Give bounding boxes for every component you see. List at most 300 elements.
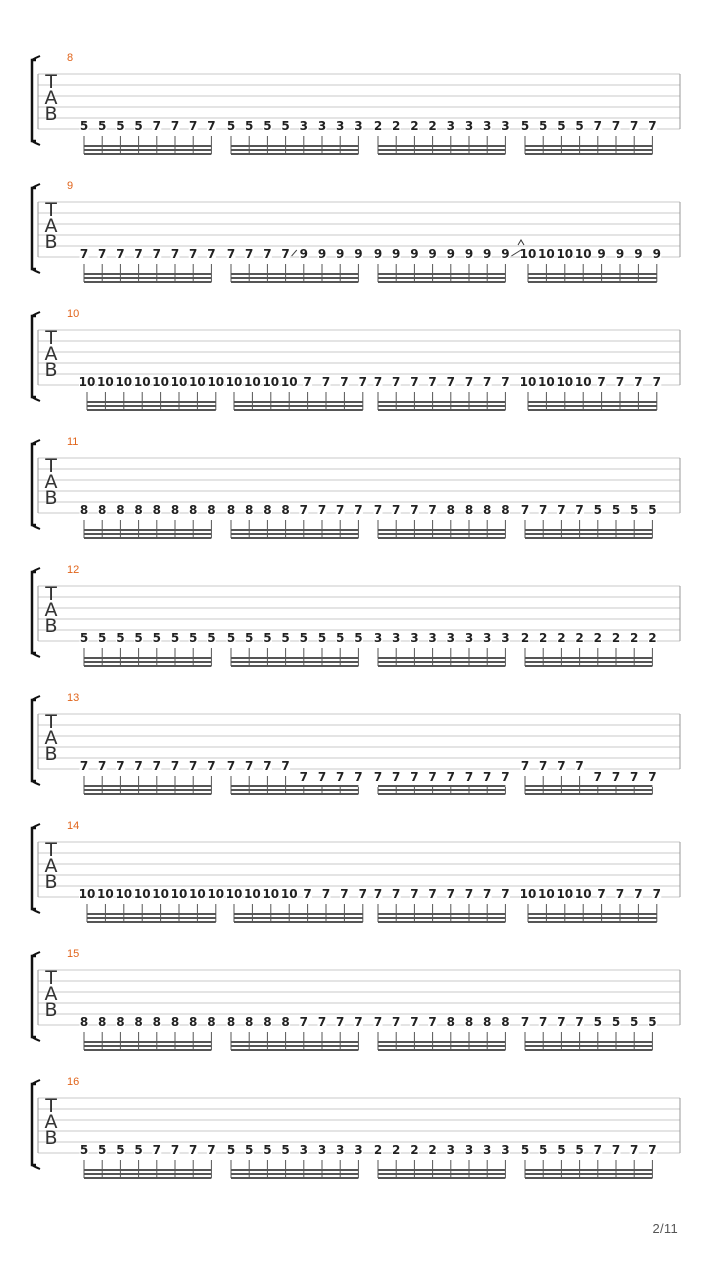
fret-number: 2: [630, 631, 639, 645]
fret-number: 5: [611, 1015, 621, 1029]
system-bracket: [32, 1084, 36, 1165]
fret-number: 7: [245, 759, 254, 773]
fret-number: 8: [170, 1015, 180, 1029]
fret-number: 8: [281, 1015, 290, 1029]
fret-number: 3: [446, 631, 455, 645]
tab-clef-letter: B: [44, 487, 58, 509]
fret-number: 7: [321, 375, 331, 389]
fret-number: 8: [207, 503, 216, 517]
fret-number: 5: [611, 503, 621, 517]
measure-number: 10: [67, 308, 80, 320]
tab-system: [32, 308, 680, 410]
fret-number: 5: [593, 1015, 602, 1029]
fret-number: 10: [225, 887, 243, 901]
tab-clef-letter: B: [44, 103, 58, 125]
fret-number: 7: [207, 119, 216, 133]
fret-number: 5: [116, 631, 125, 645]
fret-number: 7: [611, 119, 621, 133]
fret-number: 7: [303, 375, 312, 389]
fret-number: 10: [574, 887, 592, 901]
fret-number: 7: [483, 770, 492, 784]
fret-number: 3: [317, 119, 327, 133]
fret-number: 5: [116, 1143, 125, 1157]
fret-number: 7: [317, 503, 327, 517]
fret-number: 8: [464, 503, 474, 517]
tab-clef-letter: B: [44, 871, 58, 893]
fret-number: 2: [392, 1143, 401, 1157]
fret-number: 7: [299, 503, 308, 517]
tab-system: [32, 692, 680, 794]
tab-clef-letter: A: [44, 983, 58, 1005]
fret-number: 7: [358, 375, 367, 389]
fret-number: 10: [225, 375, 243, 389]
fret-number: 3: [336, 1143, 345, 1157]
fret-number: 7: [520, 759, 530, 773]
fret-number: 7: [98, 759, 107, 773]
fret-number: 10: [280, 375, 298, 389]
fret-number: 7: [79, 759, 89, 773]
fret-number: 9: [615, 247, 625, 261]
tab-clef-letter: A: [44, 1111, 58, 1133]
tab-system: [32, 1076, 680, 1178]
fret-number: 3: [483, 119, 492, 133]
fret-number: 7: [428, 503, 437, 517]
fret-number: 7: [410, 770, 419, 784]
tab-clef-letter: A: [44, 727, 58, 749]
fret-number: 9: [446, 247, 455, 261]
tab-clef-letter: B: [44, 999, 58, 1021]
fret-number: 7: [263, 247, 272, 261]
fret-number: 3: [464, 631, 474, 645]
fret-number: 7: [615, 887, 625, 901]
fret-number: 8: [446, 503, 455, 517]
fret-number: 8: [207, 1015, 216, 1029]
fret-number: 3: [317, 1143, 327, 1157]
tab-clef-letter: B: [44, 231, 58, 253]
fret-number: 7: [340, 887, 349, 901]
fret-number: 10: [519, 887, 537, 901]
fret-number: 5: [226, 631, 236, 645]
fret-number: 9: [317, 247, 327, 261]
fret-number: 8: [170, 503, 180, 517]
tab-system: [32, 564, 680, 666]
fret-number: 7: [410, 1015, 419, 1029]
tab-clef-letter: A: [44, 855, 58, 877]
fret-number: 8: [134, 503, 143, 517]
tab-clef-letter: T: [45, 711, 57, 733]
fret-number: 5: [207, 631, 216, 645]
fret-number: 7: [116, 759, 125, 773]
fret-number: 7: [483, 375, 492, 389]
measure-number: 8: [67, 52, 74, 64]
fret-number: 7: [634, 887, 643, 901]
fret-number: 5: [263, 119, 272, 133]
tab-clef-letter: T: [45, 1095, 57, 1117]
fret-number: 8: [501, 1015, 510, 1029]
fret-number: 7: [648, 770, 657, 784]
fret-number: 7: [281, 759, 290, 773]
fret-number: 3: [501, 1143, 510, 1157]
fret-number: 7: [428, 1015, 437, 1029]
fret-number: 3: [464, 1143, 474, 1157]
fret-number: 7: [317, 770, 327, 784]
fret-number: 7: [634, 375, 643, 389]
fret-number: 5: [134, 119, 143, 133]
fret-number: 7: [392, 1015, 401, 1029]
fret-number: 10: [170, 887, 188, 901]
tab-clef-letter: A: [44, 343, 58, 365]
fret-number: 7: [410, 887, 419, 901]
fret-number: 7: [611, 1143, 621, 1157]
fret-number: 7: [593, 770, 602, 784]
tab-clef-letter: A: [44, 599, 58, 621]
fret-number: 5: [98, 631, 107, 645]
fret-number: 7: [207, 247, 216, 261]
fret-number: 2: [428, 119, 437, 133]
fret-number: 5: [575, 1143, 584, 1157]
fret-number: 2: [648, 631, 657, 645]
fret-number: 7: [321, 887, 331, 901]
slide-line: [292, 250, 297, 256]
fret-number: 5: [575, 119, 584, 133]
fret-number: 8: [263, 503, 272, 517]
tab-clef-letter: T: [45, 455, 57, 477]
fret-number: 5: [79, 631, 89, 645]
tab-clef-letter: B: [44, 359, 58, 381]
fret-number: 5: [557, 1143, 566, 1157]
fret-number: 9: [392, 247, 401, 261]
fret-number: 8: [98, 1015, 107, 1029]
fret-number: 7: [152, 1143, 161, 1157]
measure-number: 13: [67, 692, 80, 704]
fret-number: 7: [336, 770, 345, 784]
tab-clef-letter: A: [44, 215, 58, 237]
fret-number: 10: [556, 375, 574, 389]
fret-number: 7: [189, 1143, 198, 1157]
fret-number: 7: [152, 247, 161, 261]
fret-number: 7: [557, 759, 566, 773]
fret-number: 2: [593, 631, 602, 645]
fret-number: 9: [464, 247, 474, 261]
fret-number: 7: [539, 1015, 548, 1029]
fret-number: 5: [281, 1143, 290, 1157]
fret-number: 10: [538, 375, 555, 389]
tab-system: [32, 52, 680, 154]
fret-number: 10: [574, 375, 592, 389]
fret-number: 10: [115, 375, 133, 389]
system-bracket: [32, 956, 36, 1037]
fret-number: 5: [630, 503, 639, 517]
fret-number: 7: [539, 503, 548, 517]
fret-number: 3: [373, 631, 383, 645]
tab-clef-letter: T: [45, 71, 57, 93]
fret-number: 5: [557, 119, 566, 133]
fret-number: 7: [354, 503, 363, 517]
fret-number: 2: [410, 1143, 419, 1157]
fret-number: 7: [170, 1143, 180, 1157]
fret-number: 7: [373, 375, 383, 389]
fret-number: 10: [207, 887, 225, 901]
tab-clef-letter: T: [45, 839, 57, 861]
page-number: 2/11: [652, 1221, 678, 1236]
fret-number: 7: [299, 1015, 308, 1029]
fret-number: 8: [483, 503, 492, 517]
fret-number: 10: [519, 247, 537, 261]
fret-number: 7: [520, 1015, 530, 1029]
fret-number: 3: [299, 1143, 308, 1157]
fret-number: 10: [280, 887, 298, 901]
fret-number: 8: [226, 503, 236, 517]
fret-number: 7: [340, 375, 349, 389]
measure-number: 12: [67, 564, 80, 576]
tab-clef-letter: A: [44, 87, 58, 109]
fret-number: 10: [207, 375, 225, 389]
fret-number: 5: [281, 631, 290, 645]
fret-number: 8: [483, 1015, 492, 1029]
fret-number: 7: [597, 887, 606, 901]
fret-number: 2: [373, 119, 383, 133]
fret-number: 7: [245, 247, 254, 261]
fret-number: 9: [373, 247, 383, 261]
fret-number: 2: [611, 631, 621, 645]
fret-number: 7: [189, 759, 198, 773]
fret-number: 7: [446, 375, 455, 389]
fret-number: 8: [116, 1015, 125, 1029]
fret-number: 7: [207, 759, 216, 773]
tab-clef-letter: T: [45, 967, 57, 989]
fret-number: 7: [373, 770, 383, 784]
fret-number: 7: [501, 375, 510, 389]
fret-number: 10: [262, 375, 280, 389]
fret-number: 7: [501, 770, 510, 784]
fret-number: 7: [446, 887, 455, 901]
tab-clef-letter: T: [45, 199, 57, 221]
fret-number: 9: [634, 247, 643, 261]
fret-number: 2: [392, 119, 401, 133]
fret-number: 5: [226, 119, 236, 133]
fret-number: 7: [464, 887, 474, 901]
fret-number: 7: [299, 770, 308, 784]
fret-number: 7: [170, 119, 180, 133]
fret-number: 5: [630, 1015, 639, 1029]
fret-number: 7: [134, 759, 143, 773]
tab-clef-letter: A: [44, 471, 58, 493]
fret-number: 10: [152, 375, 169, 389]
accent-mark: [518, 240, 524, 245]
fret-number: 7: [575, 1015, 584, 1029]
fret-number: 7: [317, 1015, 327, 1029]
fret-number: 8: [226, 1015, 236, 1029]
fret-number: 7: [226, 247, 236, 261]
fret-number: 7: [615, 375, 625, 389]
fret-number: 7: [464, 770, 474, 784]
fret-number: 7: [116, 247, 125, 261]
fret-number: 10: [519, 375, 537, 389]
fret-number: 3: [501, 119, 510, 133]
fret-number: 3: [464, 119, 474, 133]
fret-number: 7: [410, 503, 419, 517]
fret-number: 7: [428, 770, 437, 784]
fret-number: 7: [207, 1143, 216, 1157]
fret-number: 10: [152, 887, 169, 901]
fret-number: 7: [410, 375, 419, 389]
fret-number: 7: [648, 119, 657, 133]
tab-system: [32, 436, 680, 538]
measure-number: 11: [67, 436, 79, 448]
fret-number: 7: [358, 887, 367, 901]
fret-number: 7: [539, 759, 548, 773]
fret-number: 5: [79, 1143, 89, 1157]
fret-number: 8: [189, 1015, 198, 1029]
fret-number: 8: [152, 1015, 161, 1029]
fret-number: 10: [133, 887, 151, 901]
fret-number: 7: [354, 1015, 363, 1029]
fret-number: 7: [557, 503, 566, 517]
fret-number: 5: [245, 1143, 254, 1157]
fret-number: 10: [78, 887, 96, 901]
fret-number: 7: [392, 887, 401, 901]
fret-number: 8: [116, 503, 125, 517]
fret-number: 9: [483, 247, 492, 261]
fret-number: 7: [152, 119, 161, 133]
fret-number: 7: [630, 119, 639, 133]
fret-number: 7: [392, 375, 401, 389]
fret-number: 7: [428, 375, 437, 389]
fret-number: 10: [78, 375, 96, 389]
fret-number: 5: [648, 1015, 657, 1029]
fret-number: 10: [244, 887, 261, 901]
fret-number: 7: [189, 247, 198, 261]
measure-number: 16: [67, 1076, 80, 1088]
fret-number: 8: [245, 503, 254, 517]
fret-number: 3: [354, 119, 363, 133]
fret-number: 7: [373, 887, 383, 901]
fret-number: 5: [170, 631, 180, 645]
tab-clef-letter: B: [44, 615, 58, 637]
fret-number: 8: [79, 503, 89, 517]
fret-number: 7: [373, 1015, 383, 1029]
fret-number: 7: [597, 375, 606, 389]
fret-number: 10: [262, 887, 280, 901]
fret-number: 9: [652, 247, 661, 261]
fret-number: 3: [354, 1143, 363, 1157]
fret-number: 5: [226, 1143, 236, 1157]
fret-number: 3: [299, 119, 308, 133]
fret-number: 5: [245, 119, 254, 133]
fret-number: 10: [170, 375, 188, 389]
fret-number: 5: [98, 1143, 107, 1157]
fret-number: 10: [556, 887, 574, 901]
fret-number: 8: [189, 503, 198, 517]
fret-number: 5: [79, 119, 89, 133]
fret-number: 7: [134, 247, 143, 261]
fret-number: 5: [263, 1143, 272, 1157]
fret-number: 7: [170, 759, 180, 773]
tab-clef-letter: B: [44, 743, 58, 765]
system-bracket: [32, 60, 36, 141]
fret-number: 5: [152, 631, 161, 645]
fret-number: 7: [575, 759, 584, 773]
fret-number: 7: [593, 1143, 602, 1157]
fret-number: 8: [263, 1015, 272, 1029]
fret-number: 5: [299, 631, 308, 645]
fret-number: 7: [446, 770, 455, 784]
fret-number: 5: [116, 119, 125, 133]
fret-number: 2: [539, 631, 548, 645]
fret-number: 7: [611, 770, 621, 784]
fret-number: 8: [446, 1015, 455, 1029]
fret-number: 8: [79, 1015, 89, 1029]
fret-number: 10: [574, 247, 592, 261]
system-bracket: [32, 316, 36, 397]
fret-number: 3: [483, 1143, 492, 1157]
fret-number: 7: [354, 770, 363, 784]
fret-number: 8: [501, 503, 510, 517]
fret-number: 3: [392, 631, 401, 645]
fret-number: 3: [446, 1143, 455, 1157]
fret-number: 7: [652, 887, 661, 901]
fret-number: 7: [428, 887, 437, 901]
fret-number: 7: [281, 247, 290, 261]
fret-number: 5: [648, 503, 657, 517]
fret-number: 3: [446, 119, 455, 133]
tab-system: [32, 180, 680, 282]
fret-number: 3: [428, 631, 437, 645]
measure-number: 14: [67, 820, 80, 832]
system-bracket: [32, 444, 36, 525]
fret-number: 7: [170, 247, 180, 261]
fret-number: 7: [593, 119, 602, 133]
fret-number: 7: [520, 503, 530, 517]
measure-number: 15: [67, 948, 80, 960]
tab-system: [32, 948, 680, 1050]
fret-number: 5: [520, 1143, 530, 1157]
fret-number: 7: [630, 1143, 639, 1157]
fret-number: 5: [98, 119, 107, 133]
fret-number: 9: [597, 247, 606, 261]
fret-number: 5: [336, 631, 345, 645]
fret-number: 9: [299, 247, 308, 261]
fret-number: 5: [520, 119, 530, 133]
fret-number: 5: [189, 631, 198, 645]
fret-number: 7: [501, 887, 510, 901]
fret-number: 9: [354, 247, 363, 261]
fret-number: 5: [317, 631, 327, 645]
system-bracket: [32, 572, 36, 653]
fret-number: 8: [98, 503, 107, 517]
system-bracket: [32, 188, 36, 269]
fret-number: 3: [336, 119, 345, 133]
fret-number: 7: [373, 503, 383, 517]
fret-number: 8: [152, 503, 161, 517]
fret-number: 2: [575, 631, 584, 645]
tab-clef-letter: T: [45, 583, 57, 605]
fret-number: 7: [79, 247, 89, 261]
fret-number: 7: [152, 759, 161, 773]
fret-number: 2: [557, 631, 566, 645]
fret-number: 9: [410, 247, 419, 261]
fret-number: 8: [134, 1015, 143, 1029]
fret-number: 10: [189, 887, 206, 901]
system-bracket: [32, 828, 36, 909]
fret-number: 10: [189, 375, 206, 389]
fret-number: 7: [336, 1015, 345, 1029]
fret-number: 7: [652, 375, 661, 389]
fret-number: 7: [336, 503, 345, 517]
fret-number: 2: [373, 1143, 383, 1157]
fret-number: 7: [303, 887, 312, 901]
fret-number: 5: [263, 631, 272, 645]
